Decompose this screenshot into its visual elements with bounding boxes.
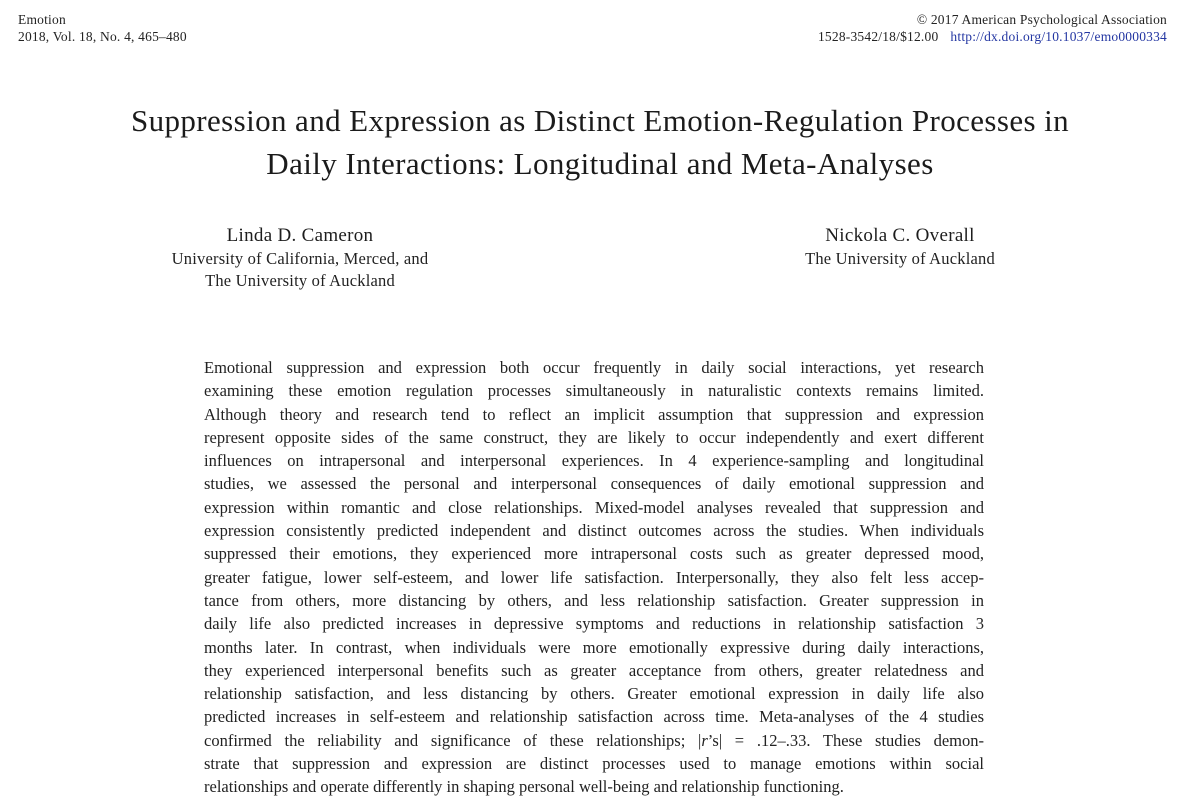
author-byline (0, 224, 1200, 291)
abstract-line: relationship satisfaction, and less distancing by others. Greater emotional expression in daily life also (204, 684, 984, 704)
journal-masthead-right (818, 11, 1167, 45)
abstract-line: influences on intrapersonal and interpersonal experiences. In 4 experience-sampling and longitudinal (204, 451, 984, 471)
abstract-line: Although theory and research tend to reflect an implicit assumption that suppression and expression (204, 404, 984, 424)
article-title-line-2: Daily Interactions: Longitudinal and Meta-Analyses (266, 146, 934, 181)
issn-fee-code: 1528-3542/18/$12.00 (817, 29, 939, 44)
abstract-line: they experienced interpersonal benefits such as greater acceptance from others, greater relatedness and (204, 660, 984, 680)
journal-masthead-left (18, 11, 187, 45)
abstract (204, 356, 984, 799)
article-title-line-1: Suppression and Expression as Distinct Emotion-Regulation Processes in (130, 103, 1070, 138)
abstract-line: greater fatigue, lower self-esteem, and lower life satisfaction. Interpersonally, they also felt less accep- (204, 567, 984, 587)
r-statistic-symbol: r (701, 730, 708, 750)
abstract-line: examining these emotion regulation processes simultaneously in naturalistic contexts remains limited. (204, 381, 984, 401)
issn-doi-line (818, 28, 1167, 45)
author-affiliation: The University of Auckland (205, 270, 395, 290)
abstract-line: predicted increases in self-esteem and relationship satisfaction across time. Meta-analyses of the 4 studies (204, 707, 984, 727)
abstract-line: expression consistently predicted independent and distinct outcomes across the studies. When individuals (204, 521, 984, 541)
abstract-line: expression within romantic and close relationships. Mixed-model analyses revealed that suppression and (204, 497, 984, 517)
author-affiliation: University of California, Merced, and (171, 249, 429, 268)
journal-name: Emotion (18, 12, 66, 27)
author-block-left (0, 224, 600, 291)
abstract-line: Emotional suppression and expression both occur frequently in daily social interactions, yet research (204, 358, 984, 377)
doi-link[interactable]: http://dx.doi.org/10.1037/emo0000334 (950, 29, 1167, 44)
author-name: Linda D. Cameron (226, 225, 374, 246)
author-name: Nickola C. Overall (825, 225, 975, 246)
abstract-line-statistics-pre: confirmed the reliability and significance of these relationships; | (204, 730, 702, 750)
abstract-line: daily life also predicted increases in depressive symptoms and reductions in relationship satisfaction 3 (204, 614, 984, 634)
abstract-line: studies, we assessed the personal and interpersonal consequences of daily emotional suppression and (204, 474, 984, 494)
abstract-line-statistics-post: ’s| = .12–.33. These studies demon- (707, 730, 984, 750)
author-block-right (600, 224, 1200, 291)
abstract-line-statistics (204, 729, 984, 752)
abstract-line: suppressed their emotions, they experienced more intrapersonal costs such as greater depressed mood, (204, 544, 984, 564)
article-title (0, 99, 1200, 185)
abstract-line: strate that suppression and expression are distinct processes used to manage emotions within social (204, 754, 984, 774)
abstract-line: tance from others, more distancing by others, and less relationship satisfaction. Greater suppression in (204, 590, 984, 610)
copyright-line: © 2017 American Psychological Association (916, 12, 1167, 27)
abstract-line: relationships and operate differently in shaping personal well-being and relationship functioning. (204, 777, 844, 797)
journal-issue-line: 2018, Vol. 18, No. 4, 465–480 (18, 29, 187, 44)
abstract-line: months later. In contrast, when individuals were more emotionally expressive during daily interactions, (204, 637, 984, 657)
abstract-line: represent opposite sides of the same construct, they are likely to occur independently and exert different (204, 427, 984, 447)
author-affiliation: The University of Auckland (805, 249, 995, 268)
